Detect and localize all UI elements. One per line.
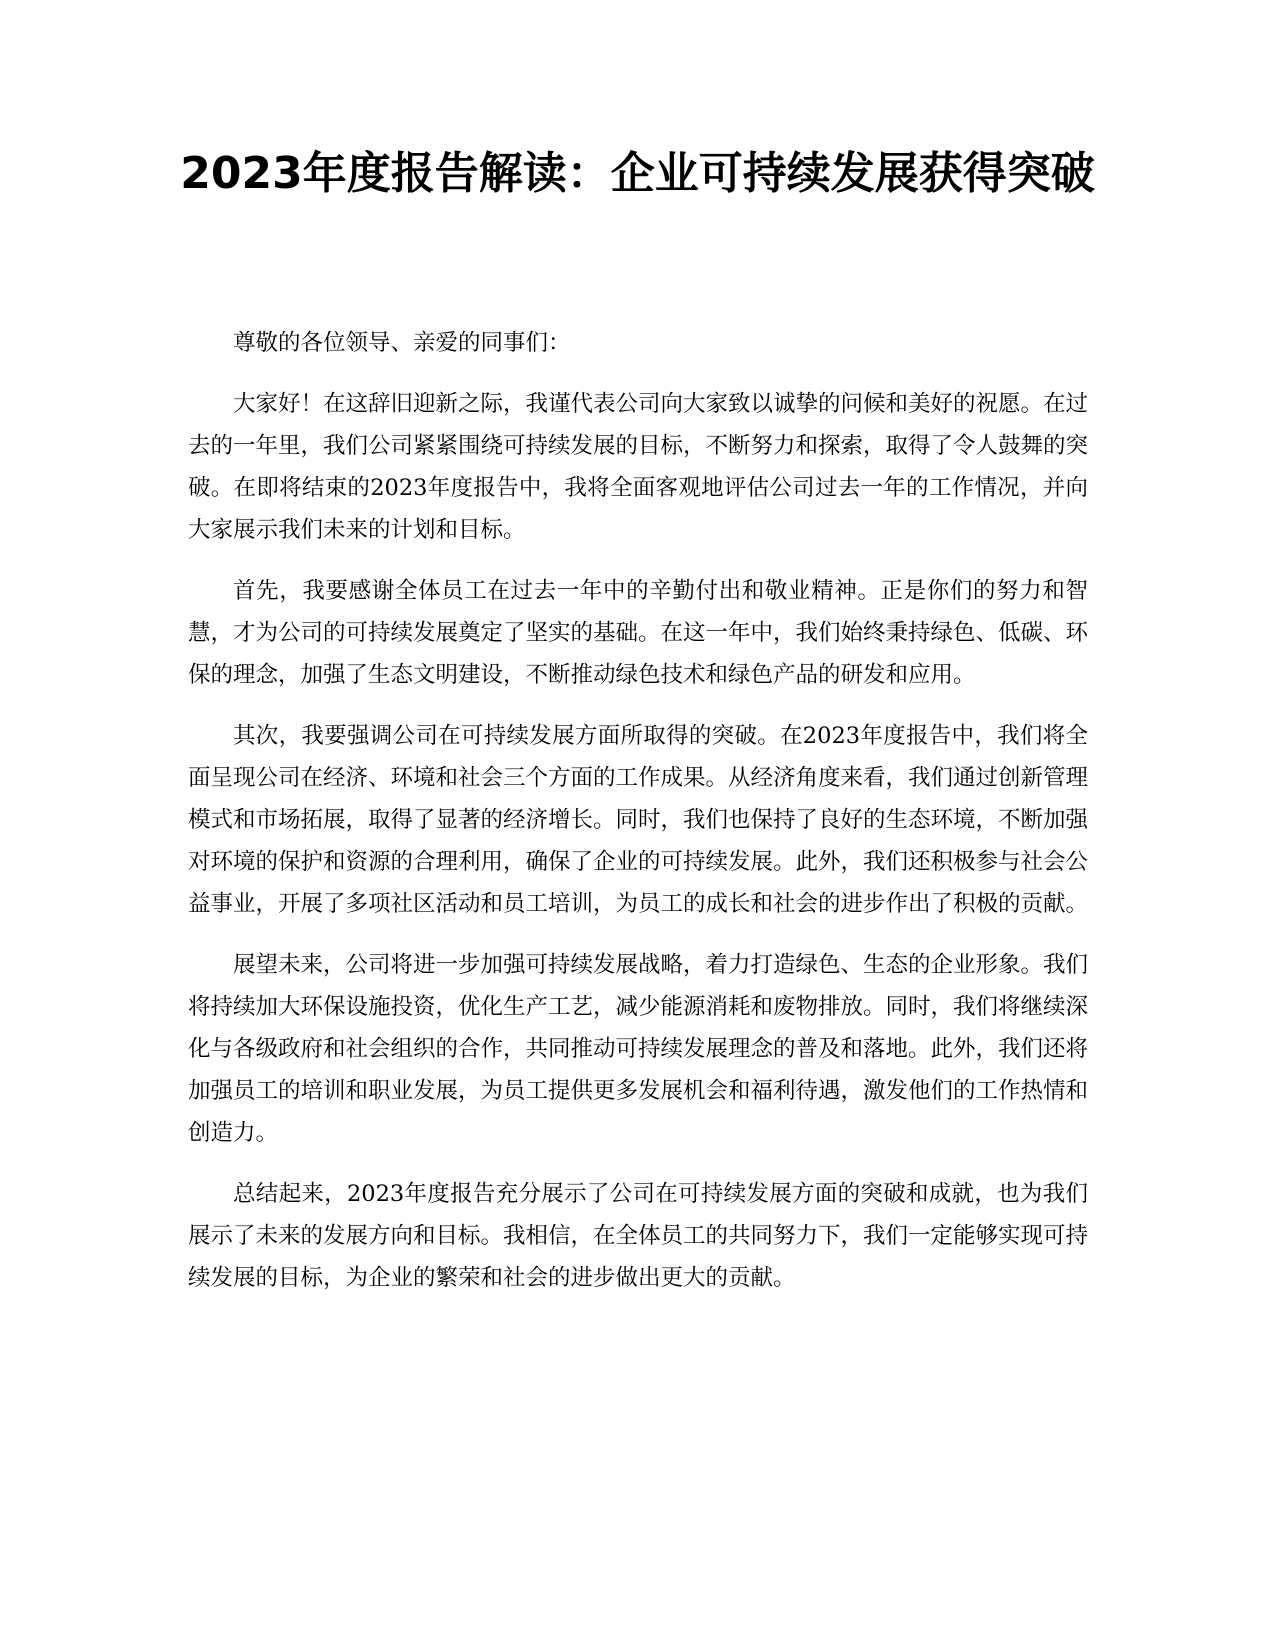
- body-paragraph: 首先，我要感谢全体员工在过去一年中的辛勤付出和敬业精神。正是你们的努力和智慧，才为公司的可持续发展奠定了坚实的基础。在这一年中，我们始终秉持绿色、低碳、环保的理念，加强了生态文明建设，不断推动绿色技术和绿色产品的研发和应用。: [188, 578, 1089, 688]
- body-paragraph: 展望未来，公司将进一步加强可持续发展战略，着力打造绿色、生态的企业形象。我们将持续加大环保设施投资，优化生产工艺，减少能源消耗和废物排放。同时，我们将继续深化与各级政府和社会组织的合作，共同推动可持续发展理念的普及和落地。此外，我们还将加强员工的培训和职业发展，为员工提供更多发展机会和福利待遇，激发他们的工作热情和创造力。: [188, 952, 1089, 1146]
- document-title: 2023年度报告解读：企业可持续发展获得突破: [180, 148, 1095, 199]
- conclusion-paragraph: 总结起来，2023年度报告充分展示了公司在可持续发展方面的突破和成就，也为我们展示了未来的发展方向和目标。我相信，在全体员工的共同努力下，我们一定能够实现可持续发展的目标，为企业的繁荣和社会的进步做出更大的贡献。: [188, 1181, 1089, 1291]
- body-paragraph: 大家好！在这辞旧迎新之际，我谨代表公司向大家致以诚挚的问候和美好的祝愿。在过去的一年里，我们公司紧紧围绕可持续发展的目标，不断努力和探索，取得了令人鼓舞的突破。在即将结束的2023年度报告中，我将全面客观地评估公司过去一年的工作情况，并向大家展示我们未来的计划和目标。: [188, 391, 1089, 543]
- body-paragraph: 其次，我要强调公司在可持续发展方面所取得的突破。在2023年度报告中，我们将全面呈现公司在经济、环境和社会三个方面的工作成果。从经济角度来看，我们通过创新管理模式和市场拓展，取得了显著的经济增长。同时，我们也保持了良好的生态环境，不断加强对环境的保护和资源的合理利用，确保了企业的可持续发展。此外，我们还积极参与社会公益事业，开展了多项社区活动和员工培训，为员工的成长和社会的进步作出了积极的贡献。: [188, 723, 1089, 917]
- document-body: [188, 322, 1088, 1318]
- salutation-paragraph: 尊敬的各位领导、亲爱的同事们：: [233, 330, 571, 356]
